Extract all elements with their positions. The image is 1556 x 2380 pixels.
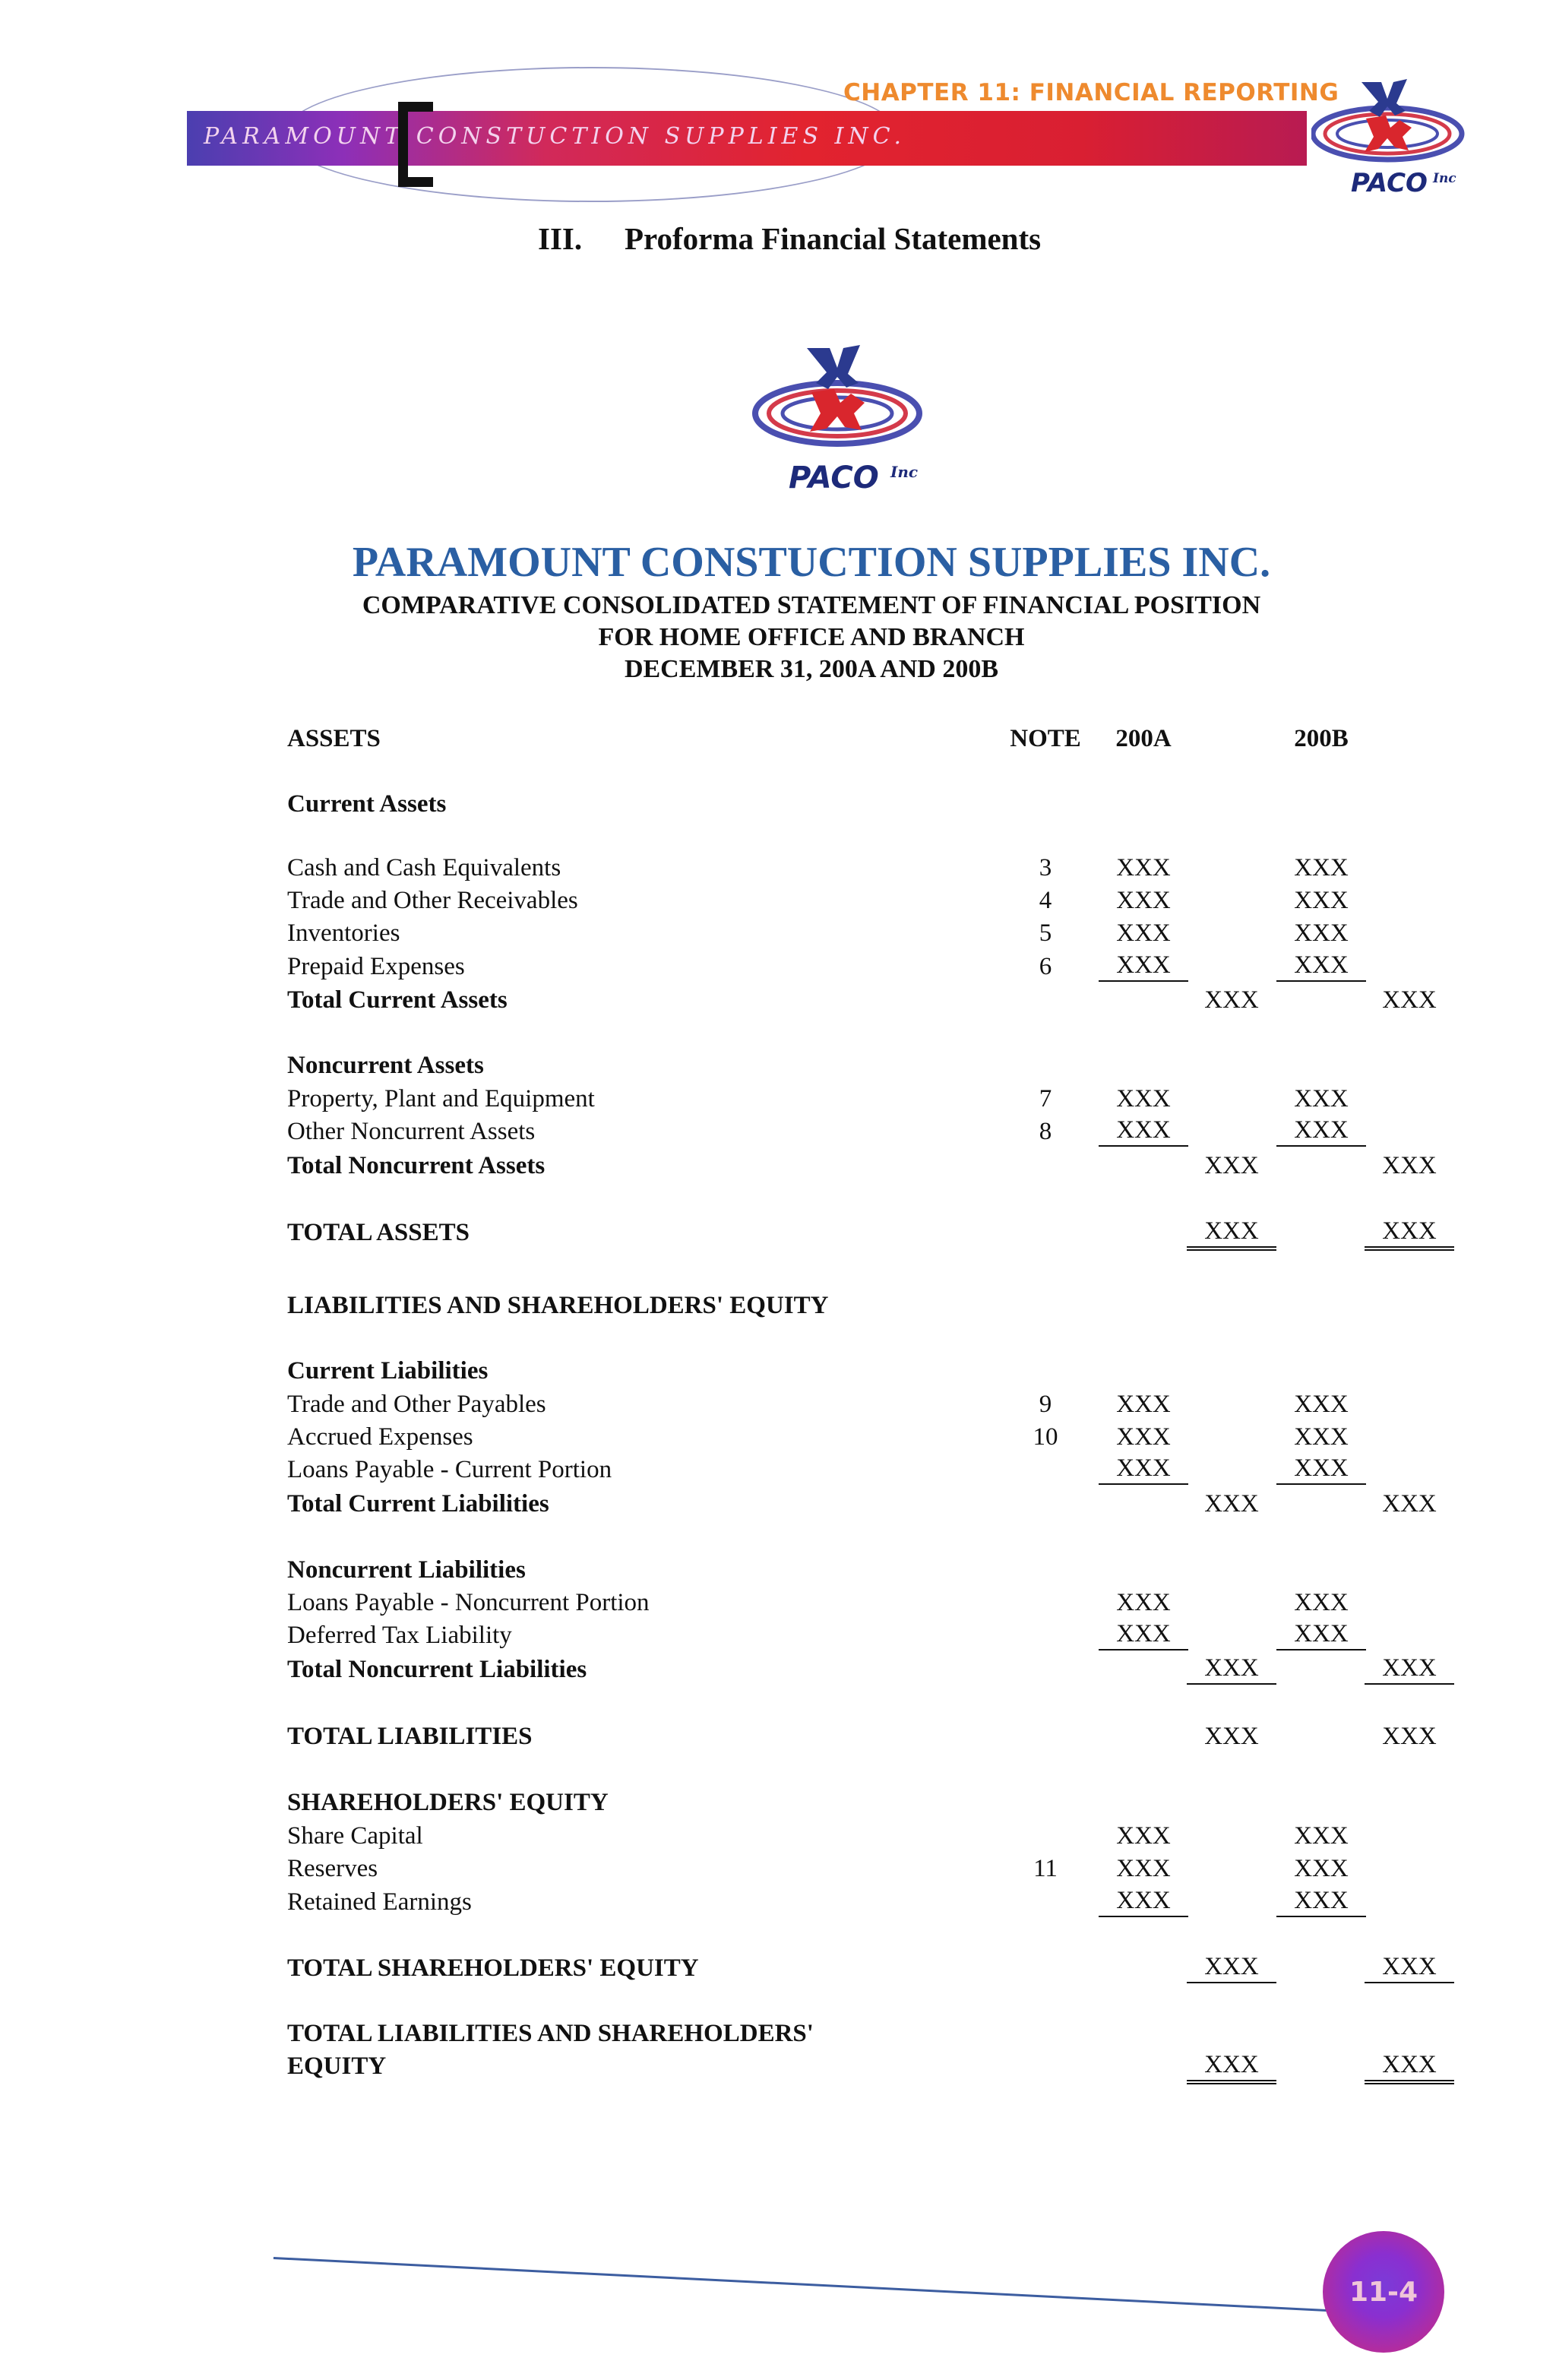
row-label: Retained Earnings: [287, 1888, 472, 1916]
statement-title: COMPARATIVE CONSOLIDATED STATEMENT OF FINANCIAL POSITION: [362, 591, 1261, 619]
footer-rule: [274, 2257, 1381, 2315]
statement-row: [0, 2017, 1556, 2050]
row-label: Prepaid Expenses: [287, 953, 465, 980]
statement-row: [0, 950, 1556, 983]
column-header-row: [0, 722, 1556, 755]
row-amount: XXX: [1187, 1216, 1276, 1251]
row-amount: XXX: [1294, 1391, 1349, 1418]
row-amount: XXX: [1116, 1589, 1171, 1616]
year-b-column-header: 200B: [1294, 725, 1349, 752]
row-amount: XXX: [1382, 1152, 1437, 1179]
statement-row: [0, 1885, 1556, 1919]
statement-row: [0, 1819, 1556, 1853]
row-amount: XXX: [1382, 986, 1437, 1014]
row-label: TOTAL LIABILITIES AND SHAREHOLDERS': [287, 2020, 814, 2047]
row-label: Current Assets: [287, 790, 447, 818]
row-amount: XXX: [1276, 1115, 1366, 1147]
row-label: Noncurrent Liabilities: [287, 1556, 526, 1584]
row-amount: XXX: [1382, 1723, 1437, 1750]
row-amount: XXX: [1116, 1391, 1171, 1418]
statement-row: [0, 1852, 1556, 1885]
row-label: Other Noncurrent Assets: [287, 1118, 536, 1145]
logo-small-text: PACO: [1351, 168, 1428, 198]
statement-row: [0, 1951, 1556, 1985]
row-amount: XXX: [1294, 1423, 1349, 1451]
row-label: Current Liabilities: [287, 1357, 489, 1385]
row-note: 11: [1033, 1855, 1058, 1882]
row-label: Noncurrent Assets: [287, 1052, 484, 1079]
row-amount: XXX: [1099, 1453, 1188, 1485]
row-note: 6: [1039, 953, 1052, 980]
row-amount: XXX: [1382, 1490, 1437, 1518]
company-name: PARAMOUNT CONSTUCTION SUPPLIES INC.: [352, 539, 1271, 586]
row-label: EQUITY: [287, 2052, 387, 2080]
row-note: 8: [1039, 1118, 1052, 1145]
statement-row: [0, 787, 1556, 821]
row-label: Total Noncurrent Liabilities: [287, 1656, 587, 1683]
row-label: Accrued Expenses: [287, 1423, 473, 1451]
row-label: Inventories: [287, 919, 400, 947]
statement-row: [0, 1420, 1556, 1454]
statement-date: DECEMBER 31, 200A AND 200B: [624, 655, 999, 683]
row-amount: XXX: [1116, 1085, 1171, 1112]
row-amount: XXX: [1365, 1653, 1454, 1685]
row-amount: XXX: [1365, 1951, 1454, 1983]
row-note: 3: [1039, 854, 1052, 881]
row-note: 4: [1039, 887, 1052, 914]
row-amount: XXX: [1187, 1951, 1276, 1983]
row-label: Loans Payable - Noncurrent Portion: [287, 1589, 650, 1616]
row-label: LIABILITIES AND SHAREHOLDERS' EQUITY: [287, 1292, 829, 1319]
row-amount: XXX: [1099, 1619, 1188, 1650]
row-amount: XXX: [1116, 1855, 1171, 1882]
row-note: 7: [1039, 1085, 1052, 1112]
row-label: Total Current Liabilities: [287, 1490, 549, 1518]
row-amount: XXX: [1276, 950, 1366, 982]
statement-row: [0, 1786, 1556, 1819]
chapter-label: CHAPTER 11: FINANCIAL REPORTING: [843, 79, 1339, 106]
statement-row: [0, 1082, 1556, 1116]
row-amount: XXX: [1187, 2049, 1276, 2084]
row-label: Cash and Cash Equivalents: [287, 854, 561, 881]
row-amount: XXX: [1294, 1855, 1349, 1882]
row-amount: XXX: [1099, 1115, 1188, 1147]
row-amount: XXX: [1204, 986, 1259, 1014]
logo-large-suffix: Inc: [890, 463, 919, 481]
statement-row: [0, 1586, 1556, 1619]
statement-row: [0, 1720, 1556, 1753]
statement-row: [0, 2049, 1556, 2083]
row-amount: XXX: [1276, 1453, 1366, 1485]
page-number-badge: [1323, 2231, 1444, 2353]
row-amount: XXX: [1294, 1085, 1349, 1112]
row-amount: XXX: [1116, 1423, 1171, 1451]
row-amount: XXX: [1116, 887, 1171, 914]
row-amount: XXX: [1099, 950, 1188, 982]
row-amount: XXX: [1365, 1216, 1454, 1251]
row-label: Trade and Other Receivables: [287, 887, 578, 914]
row-label: Reserves: [287, 1855, 378, 1882]
note-column-header: NOTE: [1010, 725, 1081, 752]
statement-row: [0, 1289, 1556, 1322]
statement-row: [0, 916, 1556, 950]
row-note: 10: [1033, 1423, 1058, 1451]
year-a-column-header: 200A: [1115, 725, 1172, 752]
row-amount: XXX: [1365, 2049, 1454, 2084]
row-amount: XXX: [1276, 1619, 1366, 1650]
row-amount: XXX: [1099, 1885, 1188, 1917]
statement-row: [0, 1553, 1556, 1587]
statement-row: [0, 1049, 1556, 1082]
row-label: SHAREHOLDERS' EQUITY: [287, 1789, 609, 1816]
row-label: Share Capital: [287, 1822, 423, 1850]
statement-row: [0, 1115, 1556, 1148]
page-number: 11-4: [1349, 2276, 1418, 2308]
statement-row: [0, 983, 1556, 1017]
row-amount: XXX: [1204, 1152, 1259, 1179]
row-amount: XXX: [1116, 854, 1171, 881]
statement-row: [0, 851, 1556, 885]
statement-row: [0, 1453, 1556, 1486]
statement-row: [0, 1487, 1556, 1521]
statement-subtitle: FOR HOME OFFICE AND BRANCH: [598, 623, 1025, 651]
row-label: Loans Payable - Current Portion: [287, 1456, 612, 1483]
assets-header: ASSETS: [287, 725, 381, 752]
row-amount: XXX: [1294, 919, 1349, 947]
statement-row: [0, 1149, 1556, 1182]
row-amount: XXX: [1294, 1822, 1349, 1850]
logo-large-text: PACO: [789, 460, 879, 495]
statement-row: [0, 1619, 1556, 1652]
row-amount: XXX: [1204, 1490, 1259, 1518]
statement-row: [0, 1216, 1556, 1249]
logo-small-suffix: Inc: [1433, 171, 1456, 186]
section-number: III.: [538, 221, 583, 256]
row-amount: XXX: [1204, 1723, 1259, 1750]
row-label: TOTAL ASSETS: [287, 1219, 470, 1246]
row-label: Total Noncurrent Assets: [287, 1152, 546, 1179]
row-label: TOTAL LIABILITIES: [287, 1723, 533, 1750]
row-amount: XXX: [1276, 1885, 1366, 1917]
row-amount: XXX: [1294, 887, 1349, 914]
row-note: 5: [1039, 919, 1052, 947]
statement-row: [0, 1388, 1556, 1421]
row-note: 9: [1039, 1391, 1052, 1418]
section-title: Proforma Financial Statements: [625, 221, 1042, 256]
row-label: Total Current Assets: [287, 986, 508, 1014]
row-amount: XXX: [1116, 919, 1171, 947]
row-amount: XXX: [1116, 1822, 1171, 1850]
row-label: Property, Plant and Equipment: [287, 1085, 595, 1112]
statement-row: [0, 1354, 1556, 1388]
header-band-text: PARAMOUNT CONSTUCTION SUPPLIES INC.: [204, 123, 906, 150]
row-label: TOTAL SHAREHOLDERS' EQUITY: [287, 1954, 699, 1982]
row-label: Deferred Tax Liability: [287, 1622, 512, 1649]
row-amount: XXX: [1294, 1589, 1349, 1616]
statement-row: [0, 884, 1556, 917]
row-amount: XXX: [1294, 854, 1349, 881]
row-label: Trade and Other Payables: [287, 1391, 546, 1418]
statement-row: [0, 1653, 1556, 1686]
row-amount: XXX: [1187, 1653, 1276, 1685]
